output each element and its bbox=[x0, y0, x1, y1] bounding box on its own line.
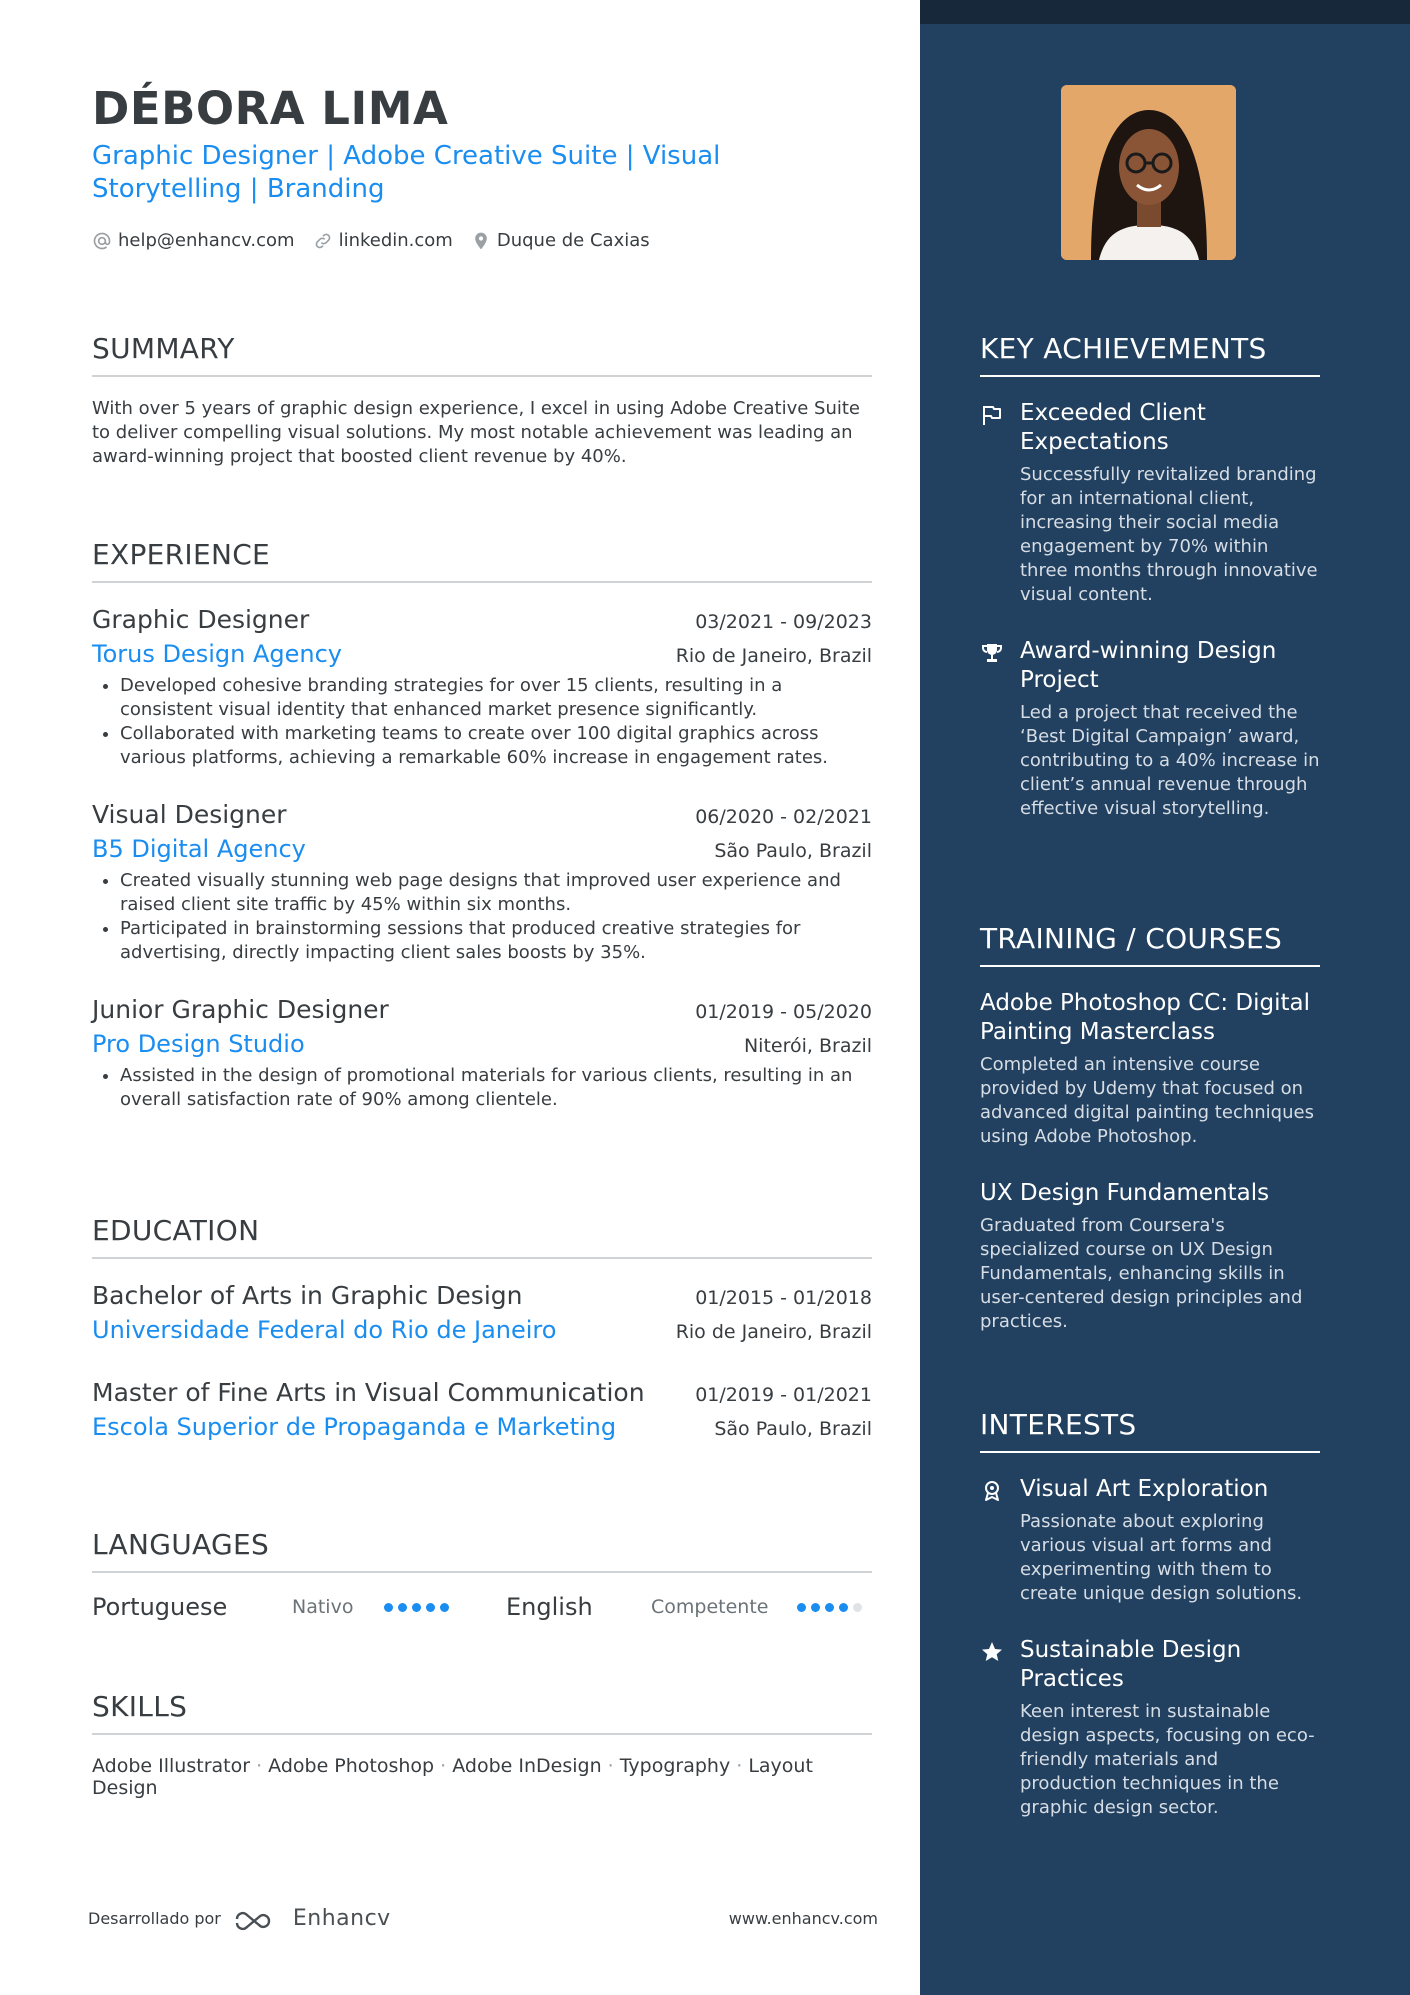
interest-item bbox=[980, 1475, 1320, 1606]
interest-desc: Passionate about exploring various visual art forms and experimenting with them to create unique design solutions. bbox=[1020, 1511, 1303, 1604]
course-desc: Graduated from Coursera's specialized course on UX Design Fundamentals, enhancing skills in user-centered design principles and practices. bbox=[980, 1215, 1303, 1332]
rating-dot bbox=[440, 1603, 449, 1612]
job-dates: 03/2021 - 09/2023 bbox=[695, 611, 872, 633]
languages-row bbox=[92, 1593, 872, 1621]
rating-dot bbox=[839, 1603, 848, 1612]
star-icon bbox=[980, 1640, 1004, 1664]
job-bullets bbox=[92, 869, 872, 965]
rating-dot bbox=[426, 1603, 435, 1612]
contact-location bbox=[471, 230, 650, 251]
skill-item: Typography bbox=[619, 1755, 731, 1777]
bullet: • Developed cohesive branding strategies for over 15 clients, resulting in a consistent visual identity that enhanced market presence significantly. bbox=[120, 674, 872, 722]
edu-location: Rio de Janeiro, Brazil bbox=[675, 1321, 872, 1343]
degree: Bachelor of Arts in Graphic Design bbox=[92, 1281, 523, 1310]
education-item bbox=[92, 1378, 872, 1441]
achievement-desc: Successfully revitalized branding for an international client, increasing their social media engagement by 70% within three months through innovative visual content. bbox=[1020, 464, 1318, 605]
achievement-desc: Led a project that received the ‘Best Digital Campaign’ award, contributing to a 40% increase in client’s annual revenue through effective visual storytelling. bbox=[1020, 702, 1320, 819]
experience-item bbox=[92, 995, 872, 1112]
trophy-icon bbox=[980, 641, 1004, 665]
rating-dot bbox=[398, 1603, 407, 1612]
job-role: Graphic Designer bbox=[92, 605, 310, 634]
languages-section bbox=[92, 1528, 872, 1621]
course-title: Adobe Photoshop CC: Digital Painting Masterclass bbox=[980, 990, 1310, 1045]
skill-item: Layout Design bbox=[92, 1755, 813, 1799]
rating-dot bbox=[825, 1603, 834, 1612]
job-company[interactable]: B5 Digital Agency bbox=[92, 835, 306, 863]
language-rating bbox=[797, 1603, 862, 1612]
interests-section bbox=[980, 1408, 1320, 1820]
job-location: Niterói, Brazil bbox=[743, 1035, 872, 1057]
job-bullets bbox=[92, 674, 872, 770]
link-icon bbox=[313, 231, 333, 251]
bullet: • Created visually stunning web page designs that improved user experience and raised client site traffic by 45% within six months. bbox=[120, 869, 872, 917]
skills-heading: SKILLS bbox=[92, 1690, 872, 1735]
profile-photo bbox=[1061, 85, 1236, 260]
achievement-item bbox=[980, 637, 1320, 821]
achievements-heading: KEY ACHIEVEMENTS bbox=[980, 332, 1320, 377]
summary-heading: SUMMARY bbox=[92, 332, 872, 377]
job-dates: 01/2019 - 05/2020 bbox=[695, 1001, 872, 1023]
edu-location: São Paulo, Brazil bbox=[714, 1418, 872, 1440]
footer-url[interactable]: www.enhancv.com bbox=[728, 1909, 878, 1928]
job-location: São Paulo, Brazil bbox=[714, 840, 872, 862]
edu-dates: 01/2019 - 01/2021 bbox=[695, 1384, 872, 1406]
experience-heading: EXPERIENCE bbox=[92, 538, 872, 583]
language-rating bbox=[384, 1603, 506, 1612]
sidebar-top-bar bbox=[920, 0, 1410, 24]
summary-text: With over 5 years of graphic design experience, I excel in using Adobe Creative Suite to deliver compelling visual solutions. My most notable achievement was leading an award-winning project that boosted client revenue by 40%. bbox=[92, 398, 861, 467]
school[interactable]: Universidade Federal do Rio de Janeiro bbox=[92, 1316, 557, 1344]
location-pin-icon bbox=[471, 231, 491, 251]
rating-dot bbox=[384, 1603, 393, 1612]
bullet: • Assisted in the design of promotional materials for various clients, resulting in an overall satisfaction rate of 90% among clientele. bbox=[120, 1064, 872, 1112]
brand-name: Enhancv bbox=[292, 1906, 391, 1931]
sidebar bbox=[920, 0, 1410, 1995]
rating-dot bbox=[412, 1603, 421, 1612]
enhancv-logo-icon bbox=[233, 1907, 281, 1931]
course-title: UX Design Fundamentals bbox=[980, 1180, 1270, 1206]
course-desc: Completed an intensive course provided by Udemy that focused on advanced digital painting techniques using Adobe Photoshop. bbox=[980, 1054, 1314, 1147]
job-company[interactable]: Torus Design Agency bbox=[92, 640, 342, 668]
languages-heading: LANGUAGES bbox=[92, 1528, 872, 1573]
skill-item: Adobe InDesign bbox=[452, 1755, 602, 1777]
footer bbox=[88, 1906, 878, 1931]
job-company[interactable]: Pro Design Studio bbox=[92, 1030, 305, 1058]
contact-linkedin[interactable] bbox=[313, 230, 453, 251]
job-bullets bbox=[92, 1064, 872, 1112]
experience-item bbox=[92, 605, 872, 770]
candidate-title: Graphic Designer | Adobe Creative Suite | Visual Storytelling | Branding bbox=[92, 141, 721, 204]
achievement-title: Award-winning Design Project bbox=[1020, 638, 1277, 693]
language-name: Portuguese bbox=[92, 1593, 228, 1621]
job-role: Visual Designer bbox=[92, 800, 287, 829]
email-text: help@enhancv.com bbox=[118, 230, 295, 251]
job-dates: 06/2020 - 02/2021 bbox=[695, 806, 872, 828]
achievement-title: Exceeded Client Expectations bbox=[1020, 400, 1206, 455]
education-section bbox=[92, 1214, 872, 1441]
portrait-illustration bbox=[1061, 85, 1236, 260]
interests-heading: INTERESTS bbox=[980, 1408, 1320, 1453]
candidate-name: DÉBORA LIMA bbox=[92, 82, 449, 135]
training-section bbox=[980, 922, 1320, 1334]
interest-item bbox=[980, 1636, 1320, 1820]
degree: Master of Fine Arts in Visual Communication bbox=[92, 1378, 645, 1407]
language-level: Competente bbox=[651, 1596, 769, 1618]
skills-list: Adobe Illustrator · Adobe Photoshop · Adobe InDesign · Typography · Layout Design bbox=[92, 1755, 813, 1799]
footer-brand[interactable] bbox=[88, 1906, 391, 1931]
training-item bbox=[980, 989, 1320, 1149]
achievement-item bbox=[980, 399, 1320, 607]
experience-section bbox=[92, 538, 872, 1112]
language-level: Nativo bbox=[292, 1596, 354, 1618]
edu-dates: 01/2015 - 01/2018 bbox=[695, 1287, 872, 1309]
job-location: Rio de Janeiro, Brazil bbox=[675, 645, 872, 667]
skill-item: Adobe Photoshop bbox=[268, 1755, 435, 1777]
contact-bar bbox=[92, 230, 650, 251]
training-heading: TRAINING / COURSES bbox=[980, 922, 1320, 967]
flag-icon bbox=[980, 403, 1004, 427]
location-text: Duque de Caxias bbox=[496, 230, 650, 251]
language-name: English bbox=[506, 1593, 593, 1621]
job-role: Junior Graphic Designer bbox=[92, 995, 389, 1024]
rating-dot bbox=[811, 1603, 820, 1612]
bullet: • Collaborated with marketing teams to create over 100 digital graphics across various platforms, achieving a remarkable 60% increase in engagement rates. bbox=[120, 722, 872, 770]
interest-title: Visual Art Exploration bbox=[1020, 1476, 1269, 1502]
summary-section bbox=[92, 332, 872, 469]
training-item bbox=[980, 1179, 1320, 1334]
bullet: • Participated in brainstorming sessions that produced creative strategies for advertising, directly impacting client sales boosts by 35%. bbox=[120, 917, 872, 965]
contact-email[interactable] bbox=[92, 230, 295, 251]
skill-item: Adobe Illustrator bbox=[92, 1755, 251, 1777]
award-ribbon-icon bbox=[980, 1479, 1004, 1503]
experience-item bbox=[92, 800, 872, 965]
rating-dot bbox=[797, 1603, 806, 1612]
interest-desc: Keen interest in sustainable design aspects, focusing on eco-friendly materials and production techniques in the graphic design sector. bbox=[1020, 1701, 1315, 1818]
skills-section bbox=[92, 1690, 872, 1799]
linkedin-text: linkedin.com bbox=[338, 230, 453, 251]
powered-by-text: Desarrollado por bbox=[88, 1909, 221, 1928]
education-item bbox=[92, 1281, 872, 1344]
achievements-section bbox=[980, 332, 1320, 821]
at-icon bbox=[92, 231, 112, 251]
education-heading: EDUCATION bbox=[92, 1214, 872, 1259]
rating-dot bbox=[853, 1603, 862, 1612]
school[interactable]: Escola Superior de Propaganda e Marketing bbox=[92, 1413, 617, 1441]
interest-title: Sustainable Design Practices bbox=[1020, 1637, 1242, 1692]
